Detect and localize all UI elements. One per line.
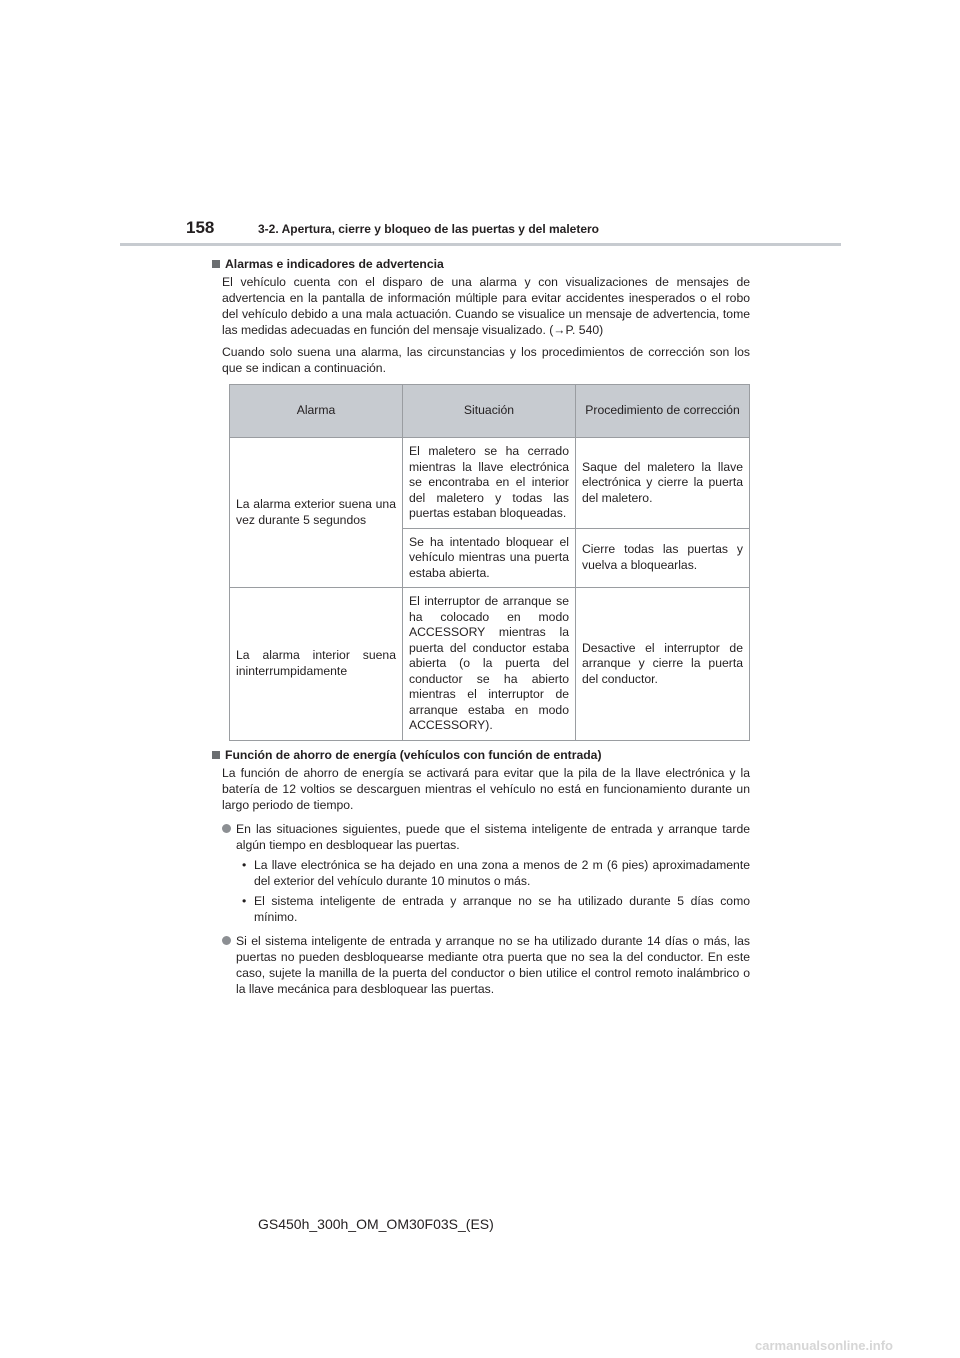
dot-bullet-icon: • xyxy=(242,857,247,872)
header-divider xyxy=(120,243,841,246)
procedure-cell: Saque del maletero la llave electrónica y cierre la puerta del maletero. xyxy=(576,438,750,529)
sub-bullet-text: La llave electrónica se ha dejado en una zona a menos de 2 m (6 pies) aproximadamente del exterior del vehículo durante 10 minutos o más. xyxy=(254,857,750,888)
situation-cell: El interruptor de arranque se ha colocado en modo ACCESSORY mientras la puerta del conductor estaba abierta (o la puerta del conductor se ha abierto mientras el interruptor de arranque estaba en modo ACCESSORY). xyxy=(403,588,576,741)
header-procedure: Procedimiento de corrección xyxy=(576,385,750,438)
heading-energy-saving xyxy=(212,747,750,763)
page-content xyxy=(212,256,750,1001)
sub-list-item xyxy=(242,857,750,889)
circle-bullet-icon xyxy=(222,936,231,945)
table-row xyxy=(230,438,750,529)
procedure-cell: Desactive el interruptor de arranque y cierre la puerta del conductor. xyxy=(576,588,750,741)
section-title: 3-2. Apertura, cierre y bloqueo de las puertas y del maletero xyxy=(258,222,600,236)
heading-alarms-text: Alarmas e indicadores de advertencia xyxy=(225,257,444,271)
alarm-cell: La alarma exterior suena una vez durante 5 segundos xyxy=(230,438,403,588)
watermark: carmanualsonline.info xyxy=(755,1338,893,1353)
sub-bullet-text: El sistema inteligente de entrada y arranque no se ha utilizado durante 5 días como mínimo. xyxy=(254,893,750,924)
circle-bullet-icon xyxy=(222,824,231,833)
square-bullet-icon xyxy=(212,751,220,759)
header-alarm: Alarma xyxy=(230,385,403,438)
heading-alarms xyxy=(212,256,750,272)
bullet-text: Si el sistema inteligente de entrada y arranque no se ha utilizado durante 14 días o más, las puertas no pueden desbloquearse mediante otra puerta que no sea la del conductor. En este caso, sujete la manilla de la puerta del conductor o bien utilice el control remoto inalámbrico o la llave mecánica para desbloquear las puertas. xyxy=(236,933,750,996)
dot-bullet-icon: • xyxy=(242,893,247,908)
situation-cell: El maletero se ha cerrado mientras la llave electrónica se encontraba en el interior del maletero y todas las puertas estaban bloqueadas. xyxy=(403,438,576,529)
alarms-paragraph-1: El vehículo cuenta con el disparo de una alarma y con visualizaciones de mensajes de advertencia en la pantalla de información múltiple para evitar accidentes inesperados o el robo del vehículo debido a una mala actuación. Cuando se visualice un mensaje de advertencia, tome las medidas adecuadas en función del mensaje visualizado. (→P. 540) xyxy=(222,275,750,337)
energy-paragraph: La función de ahorro de energía se activará para evitar que la pila de la llave electrónica y la batería de 12 voltios se descarguen mientras el vehículo no está en funcionamiento durante un largo periodo de tiempo. xyxy=(222,765,750,812)
list-item xyxy=(222,933,750,997)
table-row xyxy=(230,588,750,741)
square-bullet-icon xyxy=(212,260,220,268)
alarm-cell: La alarma interior suena ininterrumpidamente xyxy=(230,588,403,741)
alarms-paragraph-2: Cuando solo suena una alarma, las circunstancias y los procedimientos de corrección son los que se indican a continuación. xyxy=(222,345,750,375)
alarm-table xyxy=(229,384,750,741)
table-header-row xyxy=(230,385,750,438)
list-item xyxy=(222,821,750,853)
page-number: 158 xyxy=(186,218,215,237)
procedure-cell: Cierre todas las puertas y vuelva a bloquearlas. xyxy=(576,528,750,588)
heading-energy-saving-text: Función de ahorro de energía (vehículos con función de entrada) xyxy=(225,747,602,762)
sub-list-item xyxy=(242,893,750,925)
situation-cell: Se ha intentado bloquear el vehículo mientras una puerta estaba abierta. xyxy=(403,528,576,588)
header-situation: Situación xyxy=(403,385,576,438)
manual-code-footer: GS450h_300h_OM_OM30F03S_(ES) xyxy=(258,1216,494,1232)
bullet-text: En las situaciones siguientes, puede que el sistema inteligente de entrada y arranque tarde algún tiempo en desbloquear las puertas. xyxy=(236,821,750,852)
